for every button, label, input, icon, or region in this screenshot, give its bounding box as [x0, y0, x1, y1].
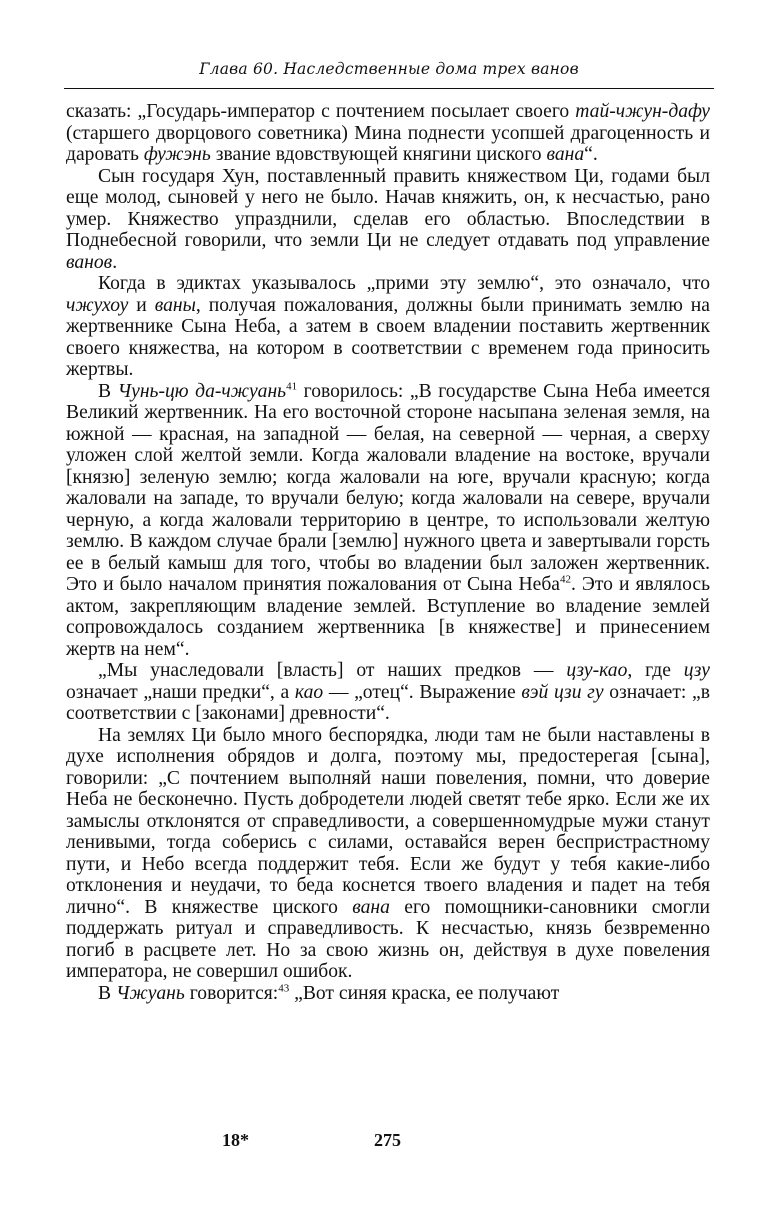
italic-term: Чжуань [115, 982, 185, 1004]
text-run: . [112, 251, 118, 273]
paragraph [66, 381, 710, 661]
header-rule [64, 88, 714, 89]
text-run: Сын государя Хун, поставленный править княжеством Ци, годами был еще молод, сыновей у него не было. Начав княжить, он, к несчастью, рано умер. Княжество упразднили, сделав его областью. Впоследствии в Поднебесной говорили, что земли Ци не следует отдавать под управление [66, 165, 710, 251]
footnote-ref: 43 [278, 981, 290, 994]
text-run: В [98, 380, 118, 402]
page-number: 275 [374, 1130, 401, 1150]
paragraph [66, 983, 710, 1005]
paragraph [66, 660, 710, 725]
signature-mark: 18* [222, 1130, 249, 1150]
text-run: — „отец“. Выражение [323, 681, 522, 703]
text-run: „Мы унаследовали [власть] от наших предков — [98, 660, 567, 681]
text-run: , получая пожалования, должны были принимать землю на жертвеннике Сына Неба, а затем в своем владении поставить жертвенник своего княжества, на котором в соответствии с временем года приносить жертвы. [66, 294, 710, 380]
italic-term: фужэнь [143, 144, 211, 165]
text-run: означает „наши предки“, а [66, 681, 295, 703]
italic-term: цзу [683, 660, 711, 681]
text-run: “. [584, 144, 598, 165]
italic-term: цзу-као [566, 660, 628, 681]
text-run: . Это и являлось актом, закрепляющим владение землей. Вступление во владение землей сопровождалось созданием жертвенника [в княжестве] и принесением жертв на нем“. [66, 574, 710, 660]
footnote-ref: 41 [286, 379, 298, 392]
paragraph [66, 273, 710, 381]
text-run: В [98, 982, 116, 1004]
text-run: (старшего дворцового советника) Мина поднести усопшей драгоценность и даровать [66, 122, 710, 165]
italic-term: као [294, 681, 324, 703]
paragraph [66, 725, 710, 983]
text-run: означает: „в соответствии с [законами] древности“. [66, 681, 710, 724]
italic-term: тай-чжун-дафу [575, 101, 710, 122]
body-text [66, 101, 710, 1004]
text-run: Когда в эдиктах указывалось „прими эту землю“, это означало, что [98, 273, 710, 294]
italic-term: вана [352, 896, 390, 918]
footnote-ref: 42 [560, 573, 571, 586]
text-run: На землях Ци было много беспорядка, люди там не были наставлены в духе исполнения обрядов и долга, поэтому мы, предостерегая [сына], говорили: „С почтением выполняй наши повеления, помни, что доверие Неба не бесконечно. Пусть добродетели людей светят тебе ярко. Если же их замыслы отклонятся от справедливости, а совершенномудрые мужи станут ленивыми, тогда соберись с силами, оставайся верен беспристрастному пути, и Небо всегда поддержит тебя. Если же будут у тебя какие-либо отклонения и неудачи, то беда коснется твоего владения и падет на тебя лично“. В княжестве циского [66, 724, 710, 918]
italic-term: вана [546, 144, 585, 165]
italic-term: ванов [66, 251, 113, 273]
paragraph [66, 166, 710, 274]
italic-term: вэй цзи гу [521, 681, 604, 703]
text-run: сказать: „Государь-император с почтением посылает своего [66, 101, 576, 122]
text-run: , где [627, 660, 684, 681]
paragraph [66, 101, 710, 166]
running-header: Глава 60. Наследственные дома трех ванов [199, 60, 579, 78]
text-run: и [128, 294, 155, 316]
text-run: „Вот синяя краска, ее получают [289, 982, 560, 1004]
italic-term: ваны [154, 294, 196, 316]
italic-term: чжухоу [66, 294, 129, 316]
italic-term: Чунь-цю да-чжуань [117, 380, 287, 402]
text-run: его помощники-сановники смогли поддержать ритуал и справедливость. К несчастью, князь безвременно погиб в расцвете лет. Но за свою жизнь он, действуя в духе повеления императора, не совершил ошибок. [66, 896, 710, 982]
text-run: звание вдовствующей княгини циского [210, 144, 547, 165]
text-run: говорилось: „В государстве Сына Неба имеется Великий жертвенник. На его восточной стороне насыпана зеленая земля, на южной — красная, на западной — белая, на северной — черная, а сверху уложен слой желтой земли. Когда жаловали владение на востоке, вручали [князю] зеленую землю; когда жаловали на юге, вручали красную; когда жаловали на западе, то вручали белую; когда жаловали на севере, вручали черную, а когда жаловали территорию в центре, то использовали желтую землю. В каждом случае брали [землю] нужного цвета и завертывали горсть ее в белый камыш для того, чтобы во владении был заложен жертвенник. Это и было началом принятия пожалования от Сына Неба [66, 380, 711, 595]
text-run: говорится: [184, 982, 279, 1004]
